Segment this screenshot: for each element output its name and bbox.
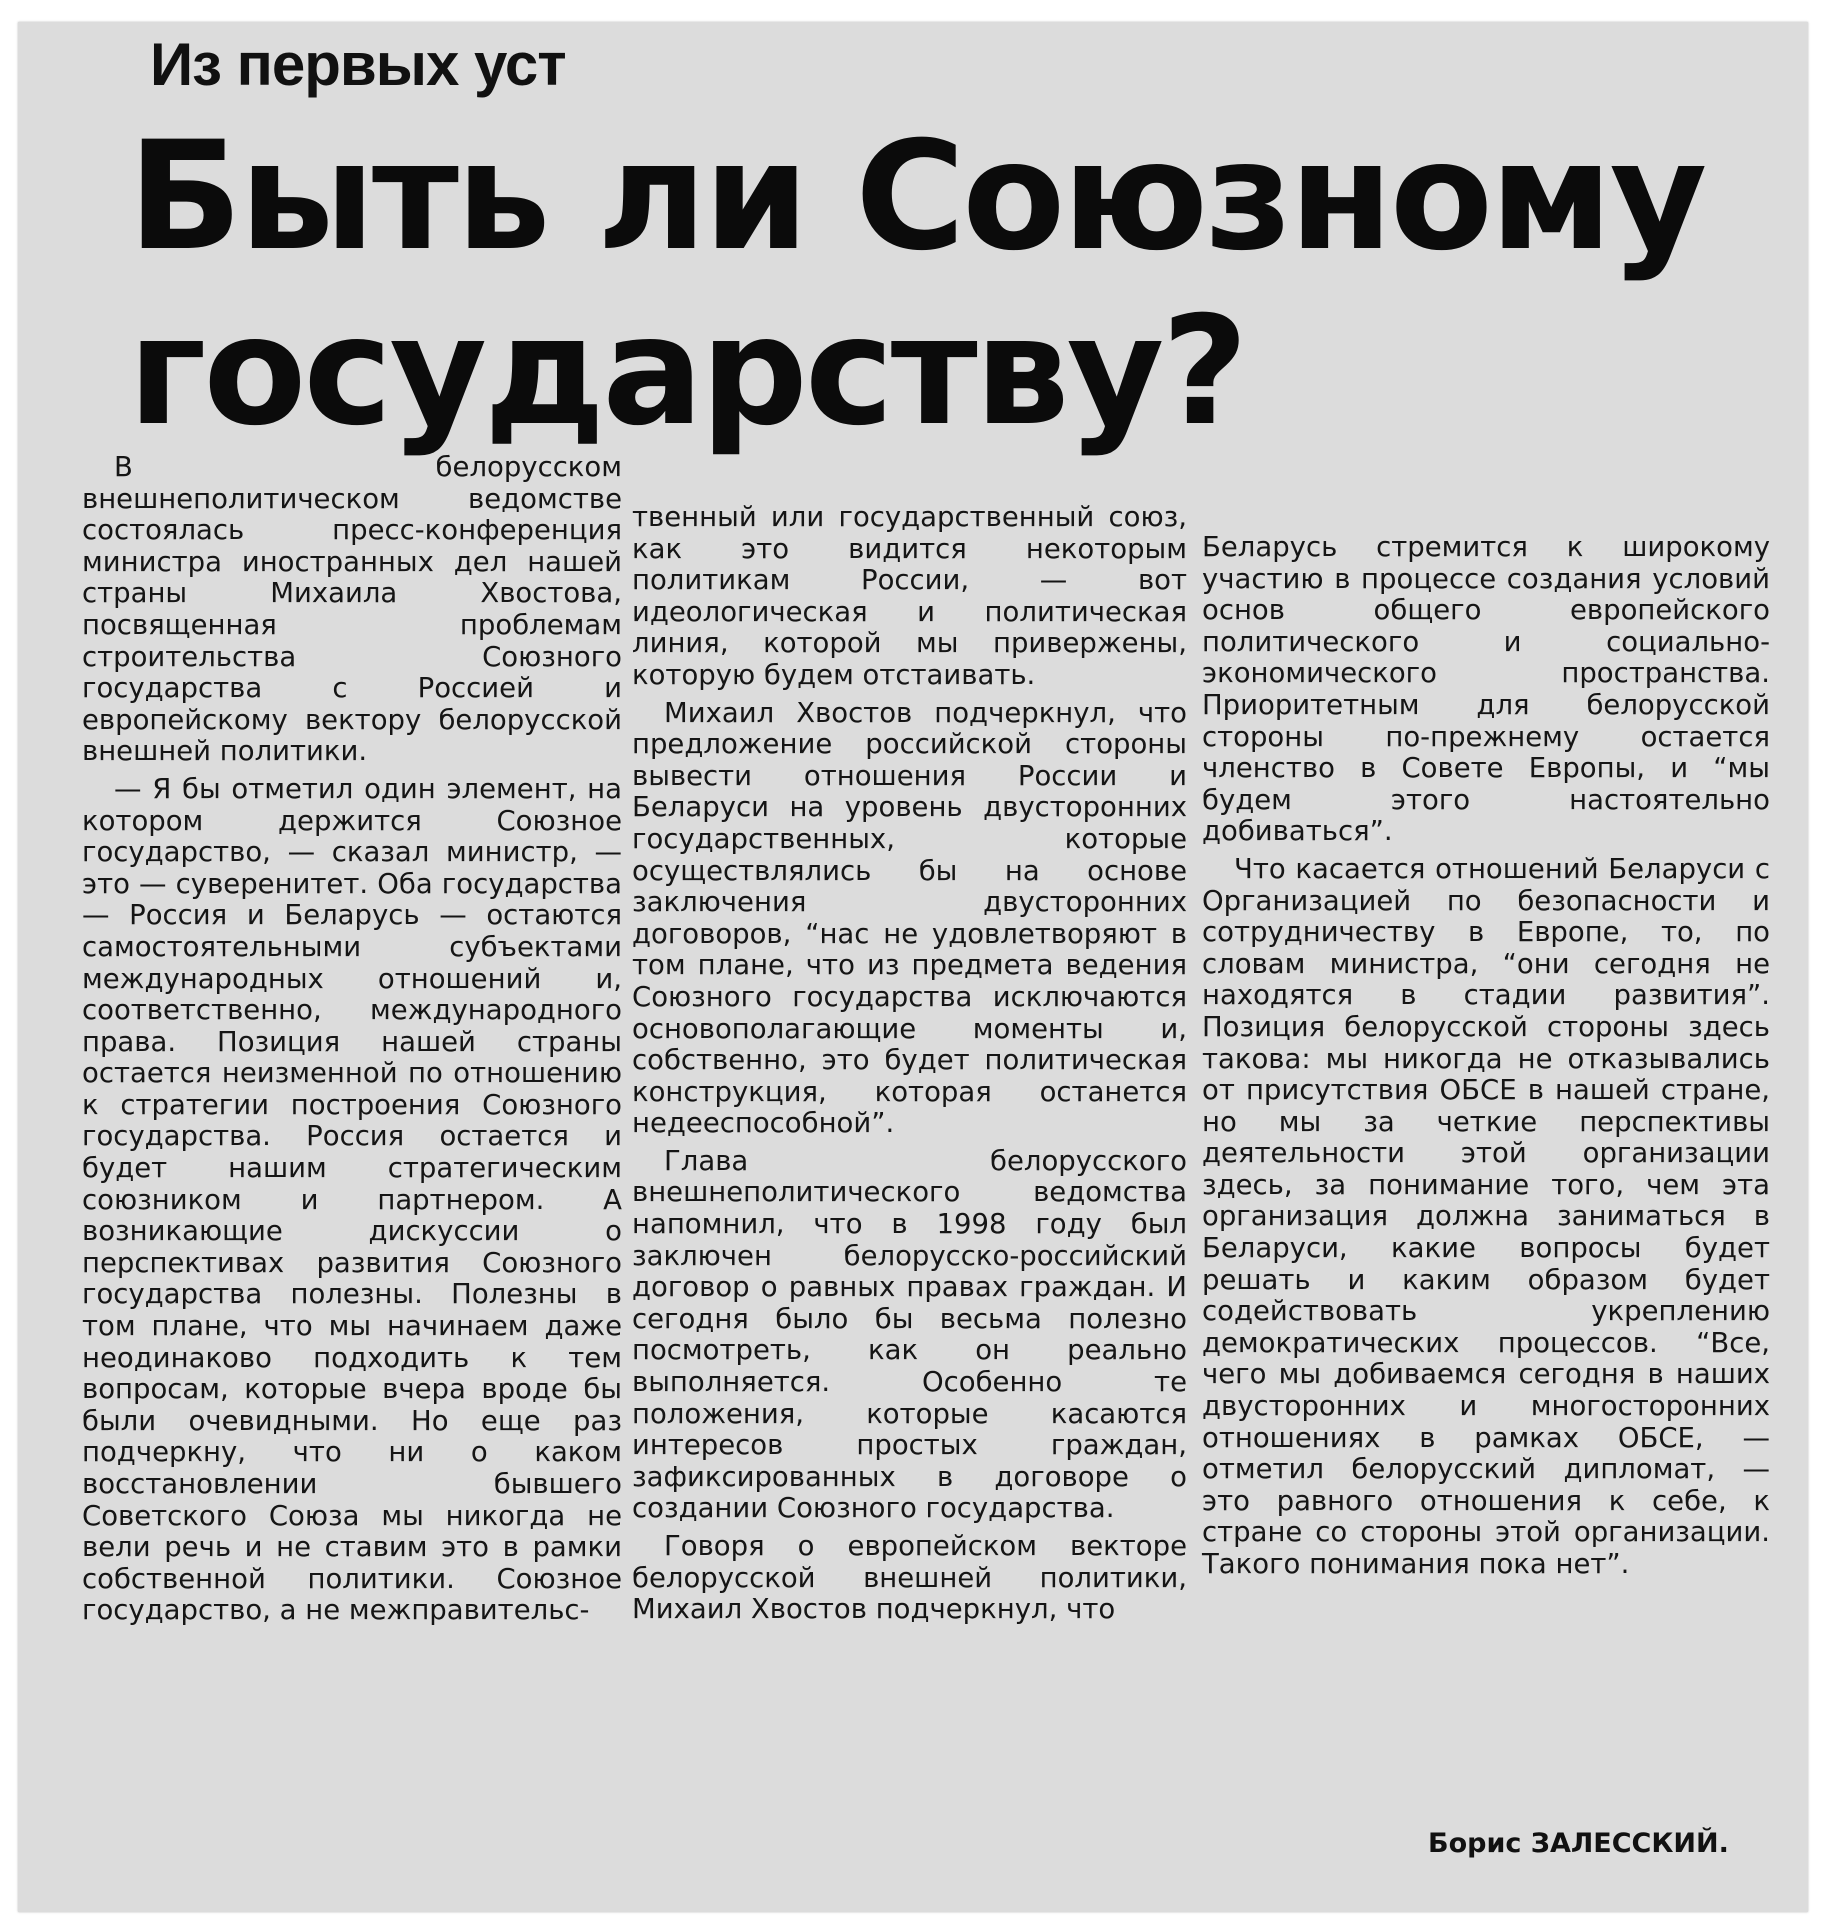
article-headline: Быть ли Союзному государству? [128,110,1705,459]
paragraph: Беларусь стремится к широкому участию в процессе создания условий основ общего европейского политического и социально-экономического пространства. Приоритетным для белорусской стороны по-прежнему остается членство в Совете Европы, и “мы будем этого настоятельно добиваться”. [1202,531,1770,848]
paragraph: твенный или государственный союз, как это видится некоторым политикам России, — вот идеологическая и политическая линия, которой мы привержены, которую будем отстаивать. [632,501,1187,691]
section-kicker: Из первых уст [150,31,566,98]
paragraph: Говоря о европейском векторе белорусской внешней политики, Михаил Хвостов подчеркнул, что [632,1530,1187,1626]
article-column-2 [632,502,1187,1626]
author-signature: Борис ЗАЛЕССКИЙ. [1428,1828,1729,1859]
article-column-3 [1202,532,1770,1581]
paragraph: — Я бы отметил один элемент, на котором держится Союзное государство, — сказал министр, — это — суверенитет. Оба государства — Россия и Беларусь — остаются самостоятельными субъектами международных отношений и, соответственно, международного права. Позиция нашей страны остается неизменной по отношению к стратегии построения Союзного государства. Россия остается и будет нашим стратегическим союзником и партнером. А возникающие дискуссии о перспективах развития Союзного государства полезны. Полезны в том плане, что мы начинаем даже неодинаково подходить к тем вопросам, которые вчера вроде бы были очевидными. Но еще раз подчеркну, что ни о каком восстановлении бывшего Советского Союза мы никогда не вели речь и не ставим это в рамки собственной политики. Союзное государство, а не межправительс- [82,772,622,1627]
paragraph: Глава белорусского внешнеполитического ведомства напомнил, что в 1998 году был заключен белорусско-российский договор о равных правах граждан. И сегодня было бы весьма полезно посмотреть, как он реально выполняется. Особенно те положения, которые касаются интересов простых граждан, зафиксированных в договоре о создании Союзного государства. [632,1144,1187,1525]
newspaper-clipping [18,22,1808,1912]
paragraph: Что касается отношений Беларуси с Организацией по безопасности и сотрудничеству в Европе, то, по словам министра, “они сегодня не находятся в стадии развития”. Позиция белорусской стороны здесь такова: мы никогда не отказывались от присутствия ОБСЕ в нашей стране, но мы за четкие перспективы деятельности этой организации здесь, за понимание того, чем эта организация должна заниматься в Беларуси, какие вопросы будет решать и каким образом будет содействовать укреплению демократических процессов. “Все, чего мы добиваемся сегодня в наших двусторонних и многосторонних отношениях в рамках ОБСЕ, — отметил белорусский дипломат, — это равного отношения к себе, к стране со стороны этой организации. Такого понимания пока нет”. [1202,852,1770,1580]
article-column-1 [82,452,622,1627]
paragraph: Михаил Хвостов подчеркнул, что предложение российской стороны вывести отношения России и Беларуси на уровень двусторонних государственных, которые осуществлялись бы на основе заключения двусторонних договоров, “нас не удовлетворяют в том плане, что из предмета ведения Союзного государства исключаются основополагающие моменты и, собственно, это будет политическая конструкция, которая останется недееспособной”. [632,696,1187,1140]
paragraph: В белорусском внешнеполитическом ведомстве состоялась пресс-конференция министра иностранных дел нашей страны Михаила Хвостова, посвященная проблемам строительства Союзного государства с Россией и европейскому вектору белорусской внешней политики. [82,451,622,768]
